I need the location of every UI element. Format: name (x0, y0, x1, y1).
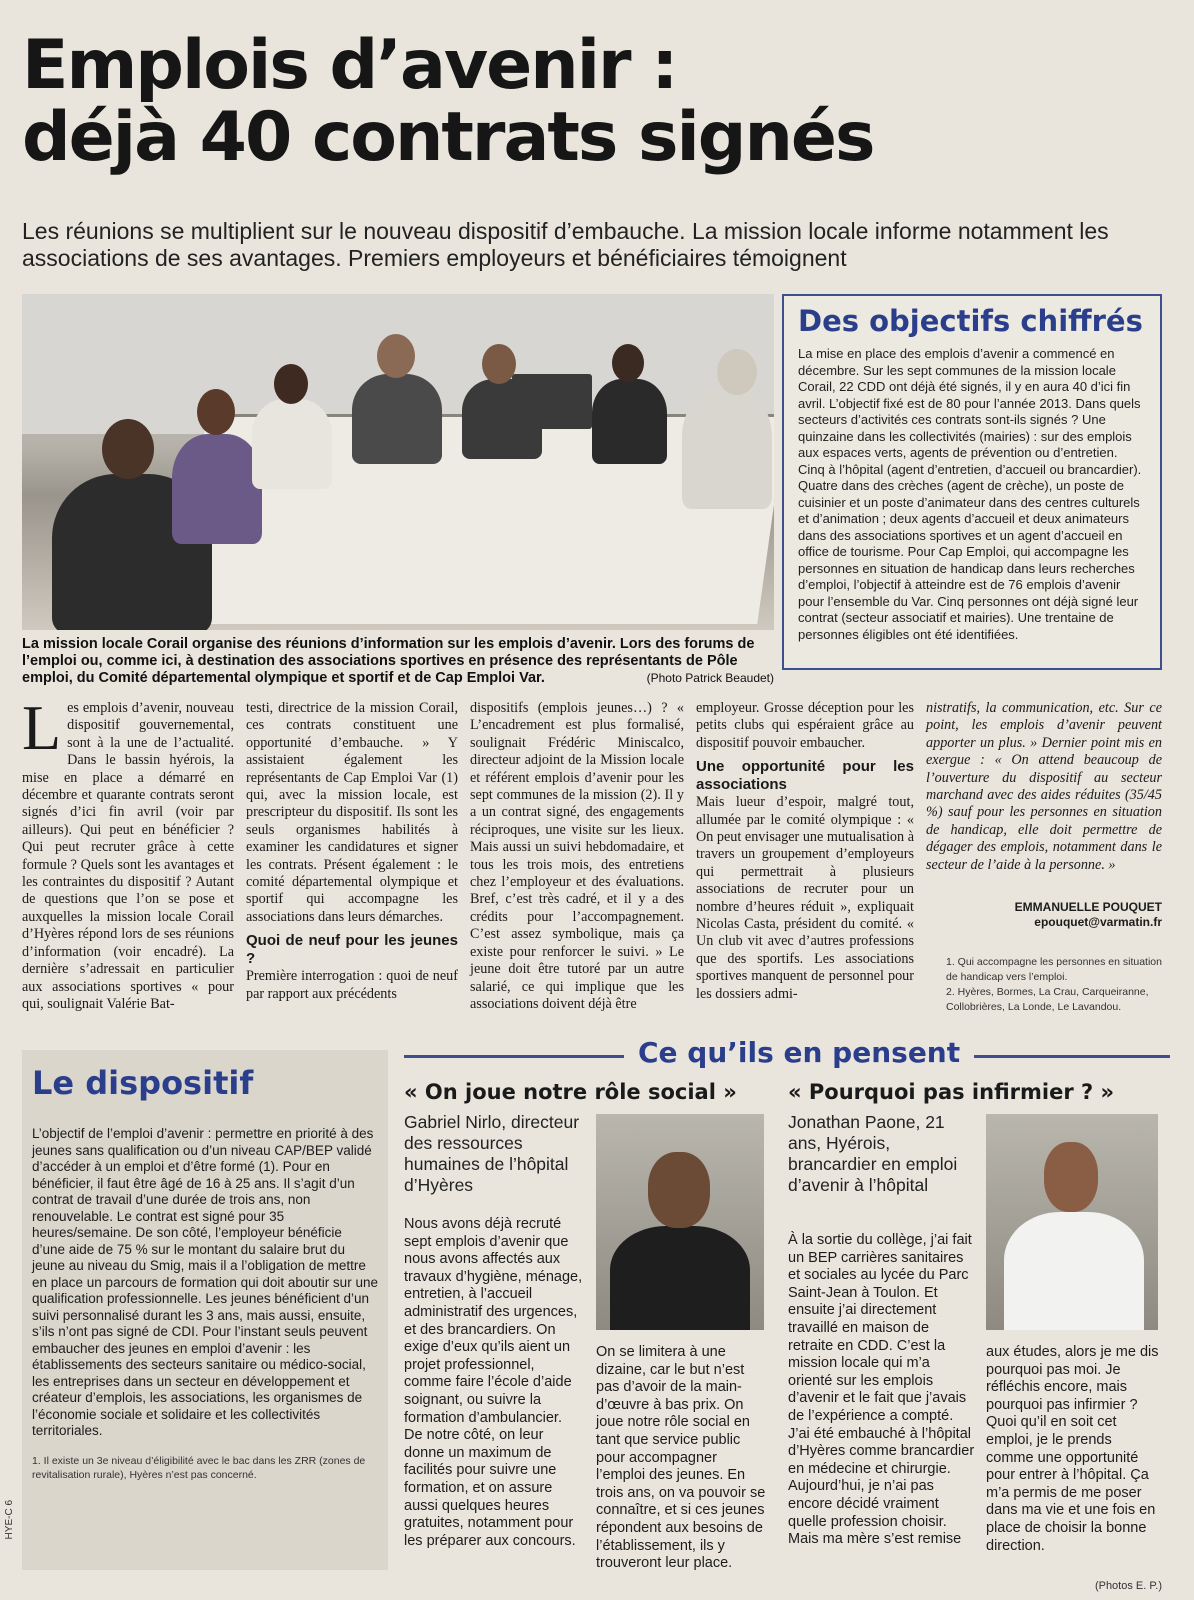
headline-line-2: déjà 40 contrats signés (22, 98, 874, 177)
objectives-title: Des objectifs chiffrés (798, 304, 1143, 338)
portrait-jonathan-paone (986, 1114, 1158, 1330)
standfirst: Les réunions se multiplient sur le nouveau dispositif d’embauche. La mission locale informe notamment les associations de ses avantages. Premiers employeurs et bénéficiaires témoignent (22, 218, 1109, 271)
quote-title-1: « On joue notre rôle social » (404, 1080, 737, 1104)
footnote-2: 2. Hyères, Bormes, La Crau, Carqueiranne, Collobrières, La Londe, Le Lavandou. (946, 986, 1149, 1013)
portrait-gabriel-nirlo (596, 1114, 764, 1330)
subhead-quoi-de-neuf: Quoi de neuf pour les jeunes ? (246, 932, 458, 968)
article-col2a-text: testi, directrice de la mission Corail, ces contrats constituent une opportunité d’embauche. » Y assistaient également les représentants de Cap Emploi Var (1) qui, avec la mission locale, est prescripteur du dispositif. Ils sont les seuls organismes habilités à examiner les candidatures et signer les contrats. Présent également : le comité départemental olympique et sportif qui accompagne les associations dans leurs démarches. (246, 700, 458, 925)
photo-credit: (Photo Patrick Beaudet) (646, 671, 774, 685)
opinions-section-header (404, 1036, 1170, 1072)
footnote-1: 1. Qui accompagne les personnes en situation de handicap vers l’emploi. (946, 956, 1162, 983)
article-col4a-text: employeur. Grosse déception pour les petits clubs qui espéraient grâce au dispositif pouvoir embaucher. (696, 700, 914, 751)
article-col5-text: nistratifs, la communication, etc. Sur ce point, les emplois d’avenir peuvent apporter un plus. » Dernier point mis en exergue : « On attend beaucoup de l’ouverture du dispositif au secteur marchand avec des aides réduites (35/45 %) sauf pour les personnes en situation de handicap, elle doit permettre de dégager des emplois, notamment dans le secteur de l’aide à la personne. » (926, 700, 1162, 873)
quote-1-text-b: On se limitera à une dizaine, car le but n’est pas d’avoir de la main-d’œuvre à bas prix. On joue notre rôle social en tant que service public pour accompagner l’emploi des jeunes. En trois ans, on va pouvoir se connaître, et si ces jeunes répondent aux besoins de l’établissement, ils y trouveront leur place. (596, 1344, 766, 1572)
opinions-section-title: Ce qu’ils en pensent (624, 1036, 974, 1069)
quote-2-text-a: À la sortie du collège, j’ai fait un BEP carrières sanitaires et sociales au lycée du Parc Saint-Jean à Toulon. Et ensuite j’ai directement travaillé en maison de retraite en CDD. C’est la mission locale qui m’a orienté sur les emplois d’avenir et le fait que j’avais de l’expérience a compté. J’ai été embauché à l’hôpital d’Hyères comme brancardier en médecine et chirurgie. Aujourd’hui, je n’ai pas encore décidé vraiment quelle profession choisir. Mais ma mère s’est remise (788, 1232, 975, 1548)
person-name-1: Gabriel Nirlo, directeur des ressources humaines de l’hôpital d’Hyères (404, 1112, 580, 1195)
dispositif-title: Le dispositif (32, 1064, 254, 1102)
headline-line-1: Emplois d’avenir : (22, 26, 677, 105)
dispositif-box (22, 1050, 388, 1570)
opinions-photo-credit: (Photos E. P.) (1094, 1580, 1162, 1592)
quote-title-2: « Pourquoi pas infirmier ? » (788, 1080, 1115, 1104)
subhead-opportunite: Une opportunité pour les associations (696, 758, 914, 794)
article-col2b-text: Première interrogation : quoi de neuf par rapport aux précédents (246, 968, 458, 1002)
byline (946, 900, 1162, 930)
dispositif-footnote: 1. Il existe un 3e niveau d’éligibilité avec le bac dans les ZRR (zones de revitalisation rurale), Hyères n’est pas concerné. (32, 1454, 366, 1481)
caption-text: La mission locale Corail organise des réunions d’information sur les emplois d’avenir. Lors des forums de l’emploi ou, comme ici, à destination des associations sportives en présence des représentants de Pôle emploi, du Comité départemental olympique et sportif et de Cap Emploi Var. (22, 636, 755, 686)
bleed-through-text (984, 20, 1194, 190)
article-footnotes (946, 955, 1162, 1015)
article-column-2 (246, 700, 458, 1003)
dropcap: L (22, 692, 62, 763)
article-column-3 (470, 700, 684, 1013)
headline (22, 26, 1002, 177)
page-folio: HYE-C 6 (4, 1500, 15, 1540)
article-column-5 (926, 700, 1162, 874)
dispositif-text: L’objectif de l’emploi d’avenir : permettre en priorité à des jeunes sans qualification ou d’un niveau CAP/BEP validé d’accéder à un emploi et d’être formé (1). Pour en bénéficier, il faut être âgé de 16 à 25 ans. Il s’agit d’un contrat de travail d’une durée de trois ans, non renouvelable. Le contrat est signé pour 35 heures/semaine. De son côté, l’employeur bénéficie d’une aide de 75 % sur le montant du salaire brut du jeune au niveau du Smig, mais il a l’obligation de mettre en place un parcours de formation qui doit aboutir sur une qualification professionnelle. Les jeunes bénéficient d’un suivi personnalisé durant les 3 ans, mais aussi, ensuite, s’ils n’ont pas signé de CDI. Pour l’instant seuls peuvent embaucher des jeunes en emploi d’avenir : les établissements des secteurs sanitaire ou médico-social, les entreprises dans un secteur en développement et créateur d’emplois, les associations, les organismes de l’économie sociale et solidaire et les collectivités territoriales. (32, 1126, 378, 1438)
author-name: EMMANUELLE POUQUET (1014, 900, 1162, 914)
quote-2-text-b: aux études, alors je me dis pourquoi pas moi. Je réfléchis encore, mais pourquoi pas infirmier ? Quoi qu’il en soit cet emploi, je le prends comme une opportunité pour entrer à l’hôpital. Ça m’a permis de me poser dans ma vie et une fois en place de choisir la bonne direction. (986, 1344, 1159, 1554)
photo-caption (22, 636, 774, 687)
article-col3-text: dispositifs (emplois jeunes…) ? « L’encadrement est plus formalisé, soulignait Frédéric Miniscalco, directeur adjoint de la Mission locale et référent emplois d’avenir pour les sept communes de la mission (2). Il y a un contrat signé, des engagements réciproques, une visite sur les lieux. Mais aussi un suivi hebdomadaire, et tous les trois mois, des entretiens chez l’employeur et des évaluations. Bref, c’est très cadré, et il y a des crédits pour l’accompagnement. C’est assez symbolique, mais ça existe pour renforcer le suivi. » Le jeune doit être tutoré par un autre salarié, ce qui implique que les associations doivent déjà être (470, 700, 684, 1012)
person-name-2: Jonathan Paone, 21 ans, Hyérois, brancardier en emploi d’avenir à l’hôpital (788, 1112, 958, 1195)
article-column-4 (696, 700, 914, 1003)
quote-1-text-a: Nous avons déjà recruté sept emplois d’avenir que nous avons affectés aux travaux d’hygiène, ménage, entretien, à l’accueil administratif des urgences, et des brancardiers. On exige d’eux qu’ils aient un projet professionnel, comme faire l’école d’aide soignant, ou suivre la formation d’ambulancier. De notre côté, on leur donne un maximum de facilités pour suivre une formation, et on assure aussi quelques heures gratuites, notamment pour les préparer aux concours. (404, 1216, 583, 1549)
meeting-photo (22, 294, 774, 630)
article-col4b-text: Mais lueur d’espoir, malgré tout, allumée par le comité olympique : « On peut envisager une mutualisation à travers un groupement d’employeurs qui permettrait à plusieurs associations de recruter pour un nombre d’heures réduit », expliquait Nicolas Casta, président du comité. « Un club vit avec d’autres professions que des sportifs. Les associations sportives manquent de personnel pour les dossiers admi- (696, 794, 914, 1002)
article-col1-text: es emplois d’avenir, nouveau dispositif gouvernemental, sont à la une de l’actualité. Dans le bassin hyérois, la mise en place a démarré en décembre et quarante contrats seront signés d’ici fin avril (voir par ailleurs). Qui peut en bénéficier ? Qui peut recruter grâce à cette formule ? Quels sont les avantages et les contraintes du dispositif ? Autant de questions que l’on se pose et auxquelles la mission locale Corail d’Hyères répond lors de ses réunions d’information (voir encadré). La dernière s’adressait en particulier aux associations sportives « pour qui, soulignait Valérie Bat- (22, 700, 234, 1012)
article-column-1 (22, 692, 234, 1013)
author-email[interactable]: epouquet@varmatin.fr (1034, 915, 1162, 929)
objectives-box (782, 294, 1162, 670)
objectives-text: La mise en place des emplois d’avenir a commencé en décembre. Sur les sept communes de la mission locale Corail, 22 CDD ont déjà été signés, il y en aura 40 d’ici fin avril. L’objectif fixé est de 80 pour l’année 2013. Dans quels secteurs d’activités ces contrats sont-ils signés ? Une quinzaine dans les collectivités (mairies) : sur des emplois aux espaces verts, agents de prévention ou d’entretien. Cinq à l’hôpital (agent d’entretien, d’accueil ou brancardier). Quatre dans des crèches (agent de crèche), un poste de cuisinier et un poste d’animateur dans des centres culturels et d’animation ; deux agents d’accueil et deux animateurs dans des associations sportives et un agent d’accueil en office de tourisme. Pour Cap Emploi, qui accompagne les personnes en situation de handicap dans leurs recherches d’emploi, l’objectif à atteindre est de 76 emplois d’avenir pour l’ensemble du Var. Cinq personnes ont déjà signé leur contrat (secteur associatif et mairies). Une trentaine de personnes éligibles ont été identifiées. (798, 346, 1142, 642)
